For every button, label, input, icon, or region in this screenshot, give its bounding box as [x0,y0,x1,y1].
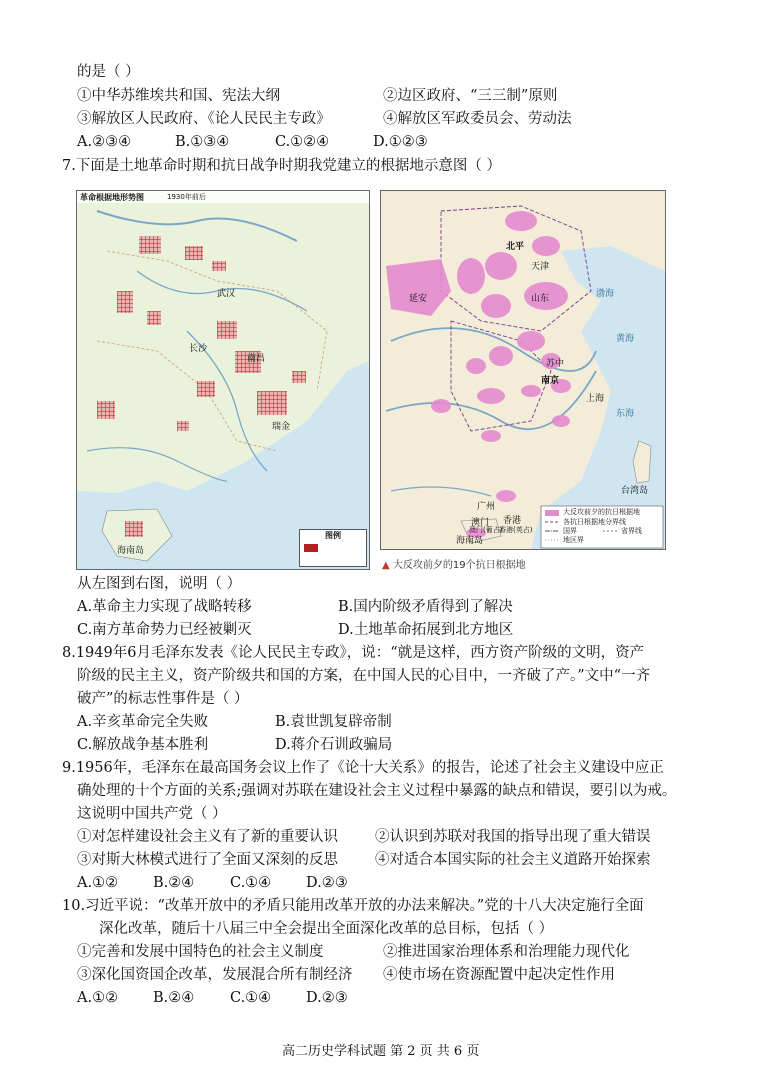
q9-option-b: B.②④ [153,875,195,891]
q9-option-c: C.①④ [230,875,272,891]
q6-tail: 的是（ ） [77,64,140,80]
base-area [217,321,237,339]
base-area-fujian [292,371,306,383]
q8-line-2: 阶级的民主主义，资产阶级共和国的方案，在中国人民的心目中，一齐破了产。”文中“一齐 [77,668,651,684]
right-map-caption-text: 大反攻前夕的19个抗日根据地 [392,560,526,571]
right-map-19-base-areas [380,190,666,550]
yangtze-river [97,211,297,241]
q10-item-4: ④使市场在资源配置中起决定性作用 [383,967,615,983]
left-map-legend [299,529,367,567]
base-area-he-nan [431,399,451,413]
right-map-label-shandong: 山东 [531,294,550,304]
q7-prompt: 从左图到右图，说明（ ） [77,576,242,592]
right-map-label-bohai: 渤海 [596,289,615,299]
left-map-label-hainan: 海南岛 [117,546,145,556]
right-map-label-taiwan: 台湾岛 [621,486,649,496]
q9-line-2: 确处理的十个方面的关系;强调对苏联在建设社会主义过程中暴露的缺点和错误，要引以为戒。 [77,783,677,799]
q8-option-d: D.蒋介石训政骗局 [275,737,393,753]
base-area-western-hunan [117,291,133,313]
right-map-label-macau: 澳门 [471,518,490,528]
right-map-legend-region-label: 地区界 [563,536,584,544]
q8-option-b: B.袁世凯复辟帝制 [275,714,392,730]
q9-line-3: 这说明中国共产党（ ） [77,806,227,822]
q6-option-a: A.②③④ [77,134,132,150]
q9-item-1: ①对怎样建设社会主义有了新的重要认识 [77,829,338,845]
left-map-label-wuhan: 武汉 [217,289,236,299]
base-area [185,246,203,260]
q6-item-3: ③解放区人民政府、《论人民民主专政》 [77,111,331,127]
q9-option-d: D.②③ [306,875,348,891]
right-map-label-hongkong-british: 香港(英占) [499,526,533,534]
base-area-e-yu-wan [477,388,505,404]
left-map-base-areas-1930 [76,190,370,570]
left-map-label-nanchang: 南昌 [247,354,266,364]
right-map-legend-base-area: 大反攻前夕的抗日根据地 [563,508,640,516]
q10-line-1: 10.习近平说：“改革开放中的矛盾只能用改革开放的办法来解决。”党的十八大决定施行全面 [62,898,644,914]
right-map-legend-swatch [545,510,559,516]
q10-item-2: ②推进国家治理体系和治理能力现代化 [383,944,630,960]
q9-line-1: 9.1956年，毛泽东在最高国务会议上作了《论十大关系》的报告，论述了社会主义建设中应正 [62,760,664,776]
base-area-hubei-henan [139,236,161,254]
base-area-jin-sui [457,258,485,294]
q6-item-2: ②边区政府、“三三制”原则 [383,88,558,104]
q7-stem: 7.下面是土地革命时期和抗日战争时期我党建立的根据地示意图（ ） [62,158,501,174]
right-map-label-shanghai: 上海 [586,394,605,404]
q10-option-b: B.②④ [153,990,195,1006]
q8-option-a: A.辛亥革命完全失败 [77,714,209,730]
q9-item-2: ②认识到苏联对我国的指导出现了重大错误 [375,829,651,845]
right-map-caption [382,556,526,571]
right-map-label-tianjin: 天津 [531,262,550,272]
right-map-legend-national-label: 国界 [563,527,577,535]
base-area [147,311,161,325]
right-map-label-east-sea: 东海 [616,409,635,419]
q10-item-3: ③深化国资国企改革，发展混合所有制经济 [77,967,353,983]
right-map-label-macau-portuguese: 澳门(葡占) [469,526,503,534]
base-area-ji-re-liao [532,236,560,256]
q8-line-1: 8.1949年6月毛泽东发表《论人民民主专政》，说：“就是这样，西方资产阶级的文明，资产 [62,645,645,661]
base-area-dong-jiang [496,490,516,502]
base-area-ji-lu-yu [481,294,511,318]
base-area-zhe-dong [552,415,570,427]
q6-item-4: ④解放区军政委员会、劳动法 [383,111,572,127]
left-map-label-ruijin: 瑞金 [272,422,291,432]
left-map-legend-swatch [304,544,318,552]
left-map-legend-title: 图例 [325,531,341,540]
right-map-label-guangzhou: 广州 [477,502,496,512]
base-area-wan-zhong [521,385,541,397]
base-area-re-he [505,211,537,231]
base-area-central-soviet [257,391,287,415]
q9-item-4: ④对适合本国实际的社会主义道路开始探索 [375,852,651,868]
q9-option-a: A.①② [77,875,119,891]
right-map-label-yanan: 延安 [409,294,428,304]
q6-option-d: D.①②③ [373,134,428,150]
right-map-label-hongkong: 香港 [503,516,522,526]
base-area-yu-xi [466,358,486,374]
base-area [212,261,226,271]
q8-line-3: 破产”的标志性事件是（ ） [77,691,249,707]
page-footer: 高二历史学科试题 第 2 页 共 6 页 [282,1044,480,1059]
q10-item-1: ①完善和发展中国特色的社会主义制度 [77,944,324,960]
right-map-legend-province-label: 省界线 [621,527,642,535]
base-area-su-bei [517,331,545,351]
left-map-drawing [77,191,369,569]
q9-item-3: ③对斯大林模式进行了全面又深刻的反思 [77,852,338,868]
right-map-label-hainan: 海南岛 [456,536,484,546]
q7-option-c: C.南方革命势力已经被剿灭 [77,622,252,638]
base-area-hainan [125,521,143,537]
right-map-legend-boundary: 各抗日根据地分界线 [563,518,626,526]
left-map-subtitle: 1930年前后 [167,193,206,201]
base-area-xiang-e-gan [481,430,501,442]
river [87,448,227,481]
pearl-river [391,487,491,496]
q10-line-2: 深化改革，随后十八届三中全会提出全面深化改革的总目标，包括（ ） [99,921,554,937]
right-map-label-suzhong: 苏中 [546,359,565,369]
base-area-guangxi [97,401,115,419]
q8-option-c: C.解放战争基本胜利 [77,737,209,753]
left-map-title: 革命根据地形势图 [80,193,144,202]
right-map-label-nanjing: 南京 [541,376,560,386]
right-map-label-yellow-sea: 黄海 [616,334,635,344]
base-area-shaan-gan-ning [386,259,451,316]
q7-option-a: A.革命主力实现了战略转移 [77,599,252,615]
right-map-label-beiping: 北平 [506,242,525,252]
base-area [177,421,189,431]
q10-option-d: D.②③ [306,990,348,1006]
base-area-huai-bei [489,346,513,366]
q10-option-c: C.①④ [230,990,272,1006]
q6-option-c: C.①②④ [275,134,330,150]
base-area-jin-cha-ji [485,252,517,280]
q10-option-a: A.①② [77,990,119,1006]
q7-option-d: D.土地革命拓展到北方地区 [338,622,514,638]
caption-triangle-icon: ▲ [382,560,390,571]
q7-option-b: B.国内阶级矛盾得到了解决 [338,599,513,615]
q6-item-1: ①中华苏维埃共和国、宪法大纲 [77,88,280,104]
base-area [197,381,215,397]
q6-option-b: B.①③④ [175,134,230,150]
left-map-label-changsha: 长沙 [189,344,208,354]
